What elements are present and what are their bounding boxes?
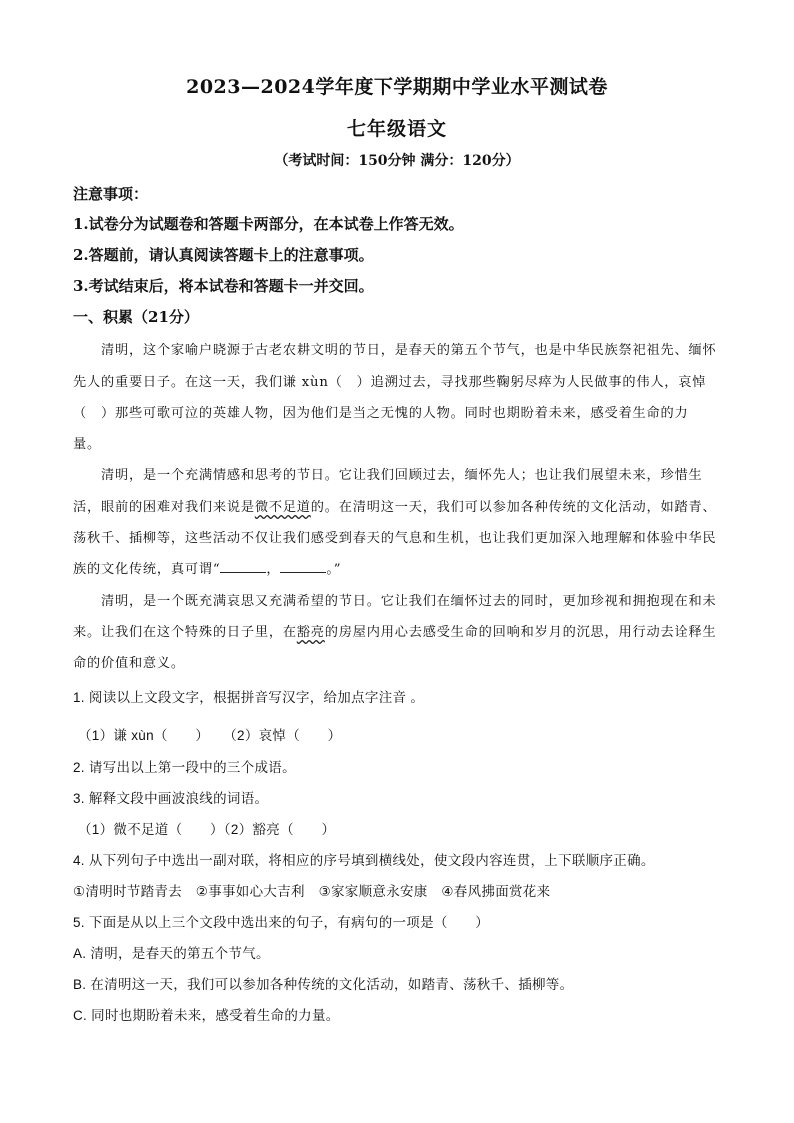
fill-blank[interactable] xyxy=(220,560,266,573)
passage-line: （ ）那些可歌可泣的英雄人物，因为他们是当之无愧的人物。同时也期盼着未来，感受着生命的力 xyxy=(73,406,689,421)
option-b: B. 在清明这一天，我们可以参加各种传统的文化活动，如踏青、荡秋千、插柳等。 xyxy=(73,977,574,992)
passage-text: 的房屋内用心去感受生命的回响和岁月的沉思，用行动去诠释生 xyxy=(324,625,717,640)
question-4: 4. 从下列句子中选出一副对联，将相应的序号填到横线处，使文段内容连贯，上下联顺序正确。 xyxy=(73,853,655,868)
question-5: 5. 下面是从以上三个文段中选出来的句子，有病句的一项是（ ） xyxy=(73,915,490,930)
fill-blank[interactable] xyxy=(280,560,326,573)
passage-line: 先人的重要日子。在这一天，我们谦 xùn（ ）追溯过去，寻找那些鞠躬尽瘁为人民做事的伟人，哀悼 xyxy=(73,375,707,390)
passage-line: 清明，这个家喻户晓源于古老农耕文明的节日，是春天的第五个节气，也是中华民族祭祀祖先、缅怀 xyxy=(101,343,717,358)
passage-text: ， xyxy=(266,562,281,577)
exam-title: 2023—2024学年度下学期期中学业水平测试卷 xyxy=(186,76,608,98)
option-a: A. 清明，是春天的第五个节气。 xyxy=(73,946,270,961)
passage-line: 清明，是一个既充满哀思又充满希望的节日。它让我们在缅怀过去的同时，更加珍视和拥抱现在和未 xyxy=(101,594,717,609)
wavy-underlined-word: 豁亮 xyxy=(296,625,325,640)
question-3-items: （1）微不足道（ ）（2）豁亮（ ） xyxy=(78,822,336,837)
option-c: C. 同时也期盼着未来，感受着生命的力量。 xyxy=(73,1008,340,1023)
section-heading: 一、积累（21分） xyxy=(73,308,199,326)
notes-heading: 注意事项： xyxy=(73,185,149,203)
question-1: 1. 阅读以上文段文字，根据拼音写汉字，给加点字注音 。 xyxy=(73,690,425,705)
passage-text: 活，眼前的困难对我们来说是 xyxy=(73,500,255,515)
passage-line: 量。 xyxy=(73,437,101,452)
question-2: 2. 请写出以上第一段中的三个成语。 xyxy=(73,760,296,775)
exam-subtitle: 七年级语文 xyxy=(346,118,447,140)
passage-line xyxy=(73,558,341,577)
passage-text: 。” xyxy=(326,562,342,577)
wavy-underlined-word: 微不足道 xyxy=(254,500,311,515)
note-item: 1.试卷分为试题卷和答题卡两部分，在本试卷上作答无效。 xyxy=(73,215,464,233)
exam-info: （考试时间：150分钟 满分：120分） xyxy=(274,153,520,169)
passage-line: 清明，是一个充满情感和思考的节日。它让我们回顾过去，缅怀先人；也让我们展望未来，珍惜生 xyxy=(101,468,703,483)
passage-text: 族的文化传统，真可谓“ xyxy=(73,562,221,577)
note-item: 2.答题前，请认真阅读答题卡上的注意事项。 xyxy=(73,246,374,264)
passage-line xyxy=(73,496,716,515)
passage-line xyxy=(73,621,716,640)
passage-text: 的。在清明这一天，我们可以参加各种传统的文化活动，如踏青、 xyxy=(310,500,717,515)
question-3: 3. 解释文段中画波浪线的词语。 xyxy=(73,791,269,806)
passage-line: 命的价值和意义。 xyxy=(73,656,185,671)
question-1-items: （1）谦 xùn（ ） （2）哀悼（ ） xyxy=(78,728,342,743)
passage-line: 荡秋千、插柳等，这些活动不仅让我们感受到春天的气息和生机，也让我们更加深入地理解和体验中华民 xyxy=(73,531,717,546)
question-4-options: ①清明时节踏青去 ②事事如心大吉利 ③家家顺意永安康 ④春风拂面赏花来 xyxy=(73,884,551,899)
note-item: 3.考试结束后，将本试卷和答题卡一并交回。 xyxy=(73,277,374,295)
passage-text: 来。让我们在这个特殊的日子里，在 xyxy=(73,625,297,640)
